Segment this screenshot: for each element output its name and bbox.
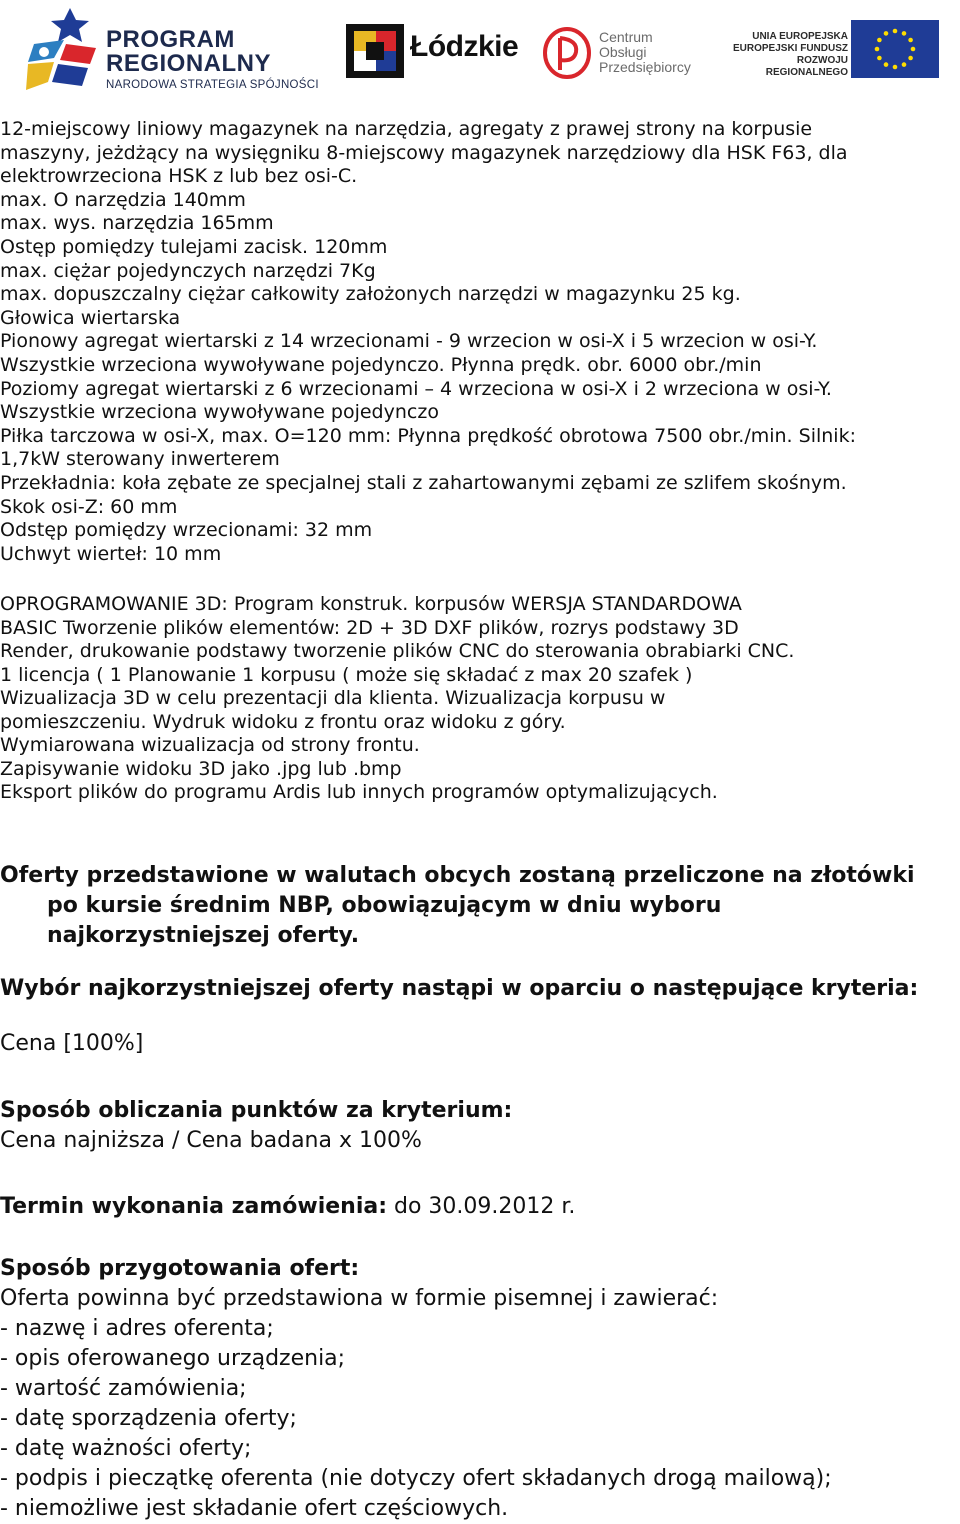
preparation-item: - podpis i pieczątkę oferenta (nie dotyczy ofert składanych drogą mailową); bbox=[0, 1466, 832, 1491]
spec-line: max. ciężar pojedynczych narzędzi 7Kg bbox=[0, 259, 376, 282]
currency-note-line: Oferty przedstawione w walutach obcych zostaną przeliczone na złotówki bbox=[0, 863, 915, 888]
spec-line: 12-miejscowy liniowy magazynek na narzędzia, agregaty z prawej strony na korpusie bbox=[0, 118, 813, 140]
spec-line: elektrowrzeciona HSK z lub bez osi-C. bbox=[0, 165, 358, 188]
software-line: Wymiarowana wizualizacja od strony frontu. bbox=[0, 734, 420, 756]
spec-line: max. O narzędzia 140mm bbox=[0, 188, 246, 211]
preparation-intro: Oferta powinna być przedstawiona w formie pisemnej i zawierać: bbox=[0, 1286, 719, 1311]
software-line: OPROGRAMOWANIE 3D: Program konstruk. korpusów WERSJA STANDARDOWA bbox=[0, 593, 742, 615]
program-regionalny-logo-icon bbox=[24, 6, 100, 92]
software-line: Render, drukowanie podstawy tworzenie plików CNC do sterowania obrabiarki CNC. bbox=[0, 640, 795, 662]
lodzkie-text: Łódzkie bbox=[410, 30, 519, 63]
lodzkie-logo-icon bbox=[346, 24, 404, 78]
program-regionalny-text bbox=[106, 28, 319, 92]
preparation-item: - opis oferowanego urządzenia; bbox=[0, 1346, 346, 1371]
spec-line: Piłka tarczowa w osi-X, max. O=120 mm: Płynna prędkość obrotowa 7500 obr./min. Silnik: bbox=[0, 424, 856, 447]
software-line: BASIC Tworzenie plików elementów: 2D + 3D DXF plików, rozrys podstawy 3D bbox=[0, 616, 739, 639]
przedsiebiorcy-line: Przedsiębiorcy bbox=[599, 59, 691, 75]
preparation-item: - wartość zamówienia; bbox=[0, 1376, 247, 1401]
software-line: Wizualizacja 3D w celu prezentacji dla klienta. Wizualizacja korpusu w bbox=[0, 687, 666, 709]
deadline-label: Termin wykonania zamówienia: bbox=[0, 1194, 387, 1219]
currency-note bbox=[0, 861, 915, 951]
preparation-item: - niemożliwe jest składanie ofert częściowych. bbox=[0, 1496, 509, 1521]
spec-line: max. dopuszczalny ciężar całkowity założonych narzędzi w magazynku 25 kg. bbox=[0, 283, 741, 306]
eu-flag-icon bbox=[851, 20, 939, 78]
deadline-value: do 30.09.2012 r. bbox=[387, 1194, 576, 1219]
criteria-heading: Wybór najkorzystniejszej oferty nastąpi w oparciu o następujące kryteria: bbox=[0, 976, 919, 1001]
spec-line: Wszystkie wrzeciona wywoływane pojedynczo bbox=[0, 401, 439, 424]
eu-line-1: UNIA EUROPEJSKA bbox=[752, 31, 848, 42]
calculation-section bbox=[0, 1096, 512, 1156]
software-line: pomieszczeniu. Wydruk widoku z frontu oraz widoku z góry. bbox=[0, 710, 566, 733]
spec-line: Przekładnia: koła zębate ze specjalnej stali z zahartowanymi zębami ze szlifem skośnym. bbox=[0, 471, 847, 494]
calculation-heading: Sposób obliczania punktów za kryterium: bbox=[0, 1098, 513, 1123]
centrum-line: Centrum bbox=[599, 29, 653, 45]
software-specifications bbox=[0, 593, 794, 805]
regionalny-line: REGIONALNY bbox=[106, 50, 272, 77]
spec-line: Pionowy agregat wiertarski z 14 wrzecionami - 9 wrzecion w osi-X i 5 wrzecion w osi-Y. bbox=[0, 330, 818, 353]
preparation-item: - nazwę i adres oferenta; bbox=[0, 1316, 274, 1341]
program-line: PROGRAM bbox=[106, 26, 235, 53]
eu-text bbox=[716, 31, 848, 79]
machine-specifications bbox=[0, 118, 856, 566]
criteria-price: Cena [100%] bbox=[0, 1031, 144, 1056]
spec-line: Skok osi-Z: 60 mm bbox=[0, 495, 178, 518]
spec-line: Głowica wiertarska bbox=[0, 306, 181, 329]
centrum-text bbox=[599, 30, 691, 75]
spec-line: maszyny, jeżdżący na wysięgniku 8-miejscowy magazynek narzędziowy dla HSK F63, dla bbox=[0, 141, 848, 164]
preparation-section bbox=[0, 1254, 832, 1524]
spec-line: Wszystkie wrzeciona wywoływane pojedynczo. Płynna prędk. obr. 6000 obr./min bbox=[0, 353, 762, 376]
deadline-section bbox=[0, 1194, 575, 1219]
eu-line-3: ROZWOJU REGIONALNEGO bbox=[765, 55, 848, 78]
spec-line: 1,7kW sterowany inwerterem bbox=[0, 448, 280, 471]
software-line: Zapisywanie widoku 3D jako .jpg lub .bmp bbox=[0, 757, 402, 780]
spec-line: Poziomy agregat wiertarski z 6 wrzecionami – 4 wrzeciona w osi-X i 2 wrzeciona w osi-Y. bbox=[0, 377, 832, 400]
eu-line-2: EUROPEJSKI FUNDUSZ bbox=[732, 43, 848, 54]
preparation-item: - datę ważności oferty; bbox=[0, 1436, 252, 1461]
software-line: Eksport plików do programu Ardis lub innych programów optymalizujących. bbox=[0, 781, 718, 803]
spec-line: Ostęp pomiędzy tulejami zacisk. 120mm bbox=[0, 235, 388, 258]
currency-note-line: najkorzystniejszej oferty. bbox=[47, 923, 360, 948]
preparation-heading: Sposób przygotowania ofert: bbox=[0, 1256, 360, 1281]
software-line: 1 licencja ( 1 Planowanie 1 korpusu ( może się składać z max 20 szafek ) bbox=[0, 663, 693, 686]
spec-line: Odstęp pomiędzy wrzecionami: 32 mm bbox=[0, 519, 373, 542]
strategia-line: NARODOWA STRATEGIA SPÓJNOŚCI bbox=[106, 79, 319, 91]
logo-bar bbox=[0, 0, 960, 100]
preparation-item: - datę sporządzenia oferty; bbox=[0, 1406, 297, 1431]
spec-line: Uchwyt wierteł: 10 mm bbox=[0, 542, 222, 565]
calculation-formula: Cena najniższa / Cena badana x 100% bbox=[0, 1128, 422, 1153]
currency-note-line: po kursie średnim NBP, obowiązującym w dniu wyboru bbox=[47, 893, 722, 918]
centrum-logo-icon bbox=[542, 26, 592, 80]
spec-line: max. wys. narzędzia 165mm bbox=[0, 212, 274, 235]
obslugi-line: Obsługi bbox=[599, 44, 647, 60]
